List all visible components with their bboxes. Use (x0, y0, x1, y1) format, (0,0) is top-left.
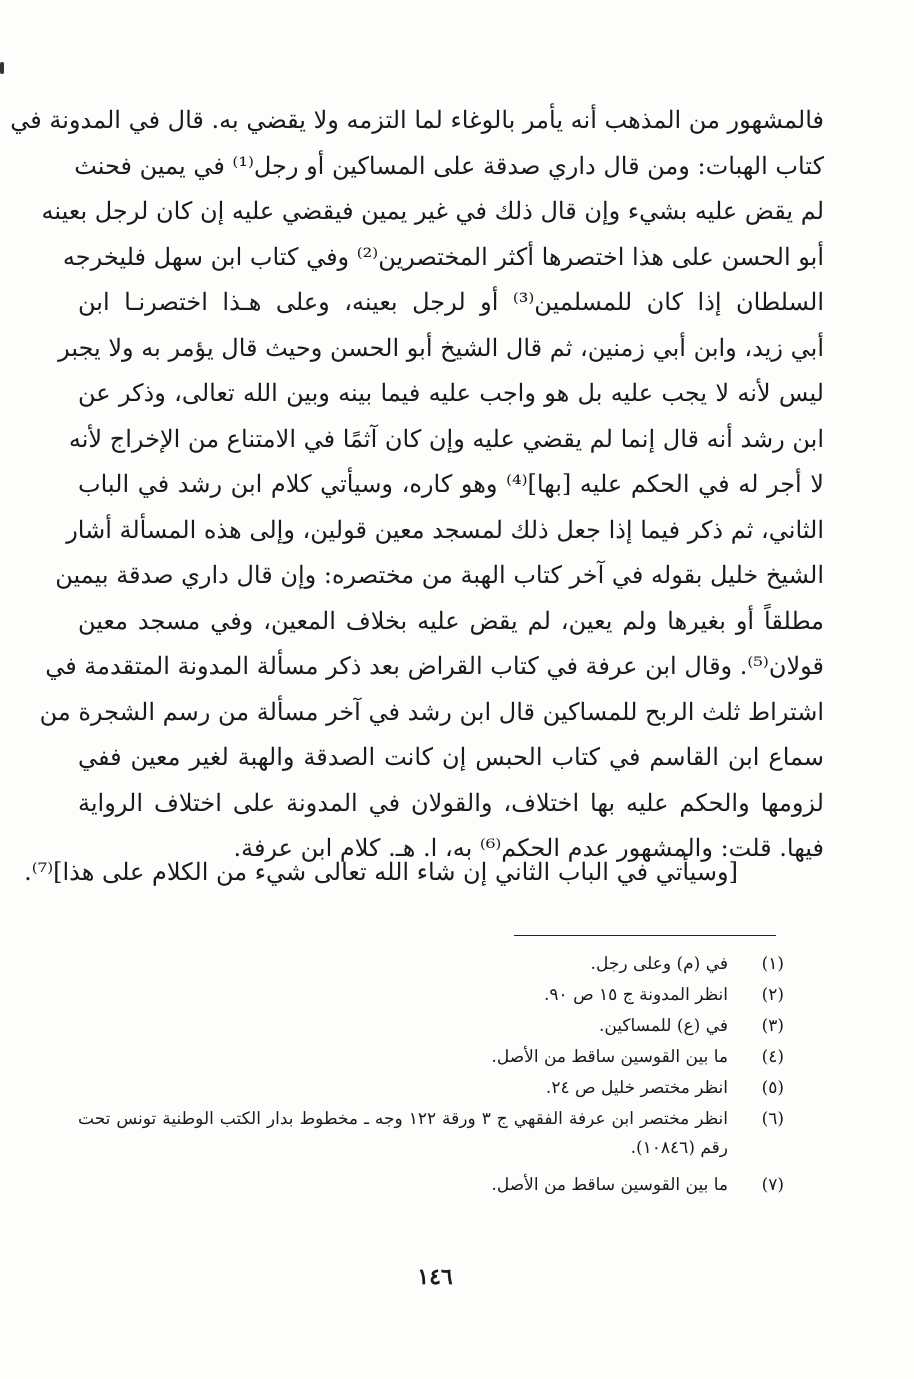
footnote-divider (514, 935, 776, 936)
text-line: سماع ابن القاسم في كتاب الحبس إن كانت الصدقة والهبة لغير معين ففي (78, 743, 824, 771)
footnote-item (78, 1043, 784, 1072)
footnote-text: في (م) وعلى رجل. (590, 954, 728, 974)
footnote-item (78, 1074, 784, 1103)
text-line: لم يقض عليه بشيء وإن قال ذلك في غير يمين فيقضي عليه إن كان لرجل بعينه (41, 197, 824, 225)
text-line: الشيخ خليل بقوله في آخر كتاب الهبة من مختصره: وإن قال داري صدقة بيمين (55, 561, 824, 589)
footnote-item (78, 1012, 784, 1041)
text-line: ابن رشد أنه قال إنما لم يقضي عليه وإن كان آثمًا في الامتناع من الإخراج لأنه (68, 424, 824, 453)
text-line: لزومها والحكم عليه بها اختلاف، والقولان في المدونة على اختلاف الرواية (78, 788, 824, 817)
text-line: ليس لأنه لا يجب عليه بل هو واجب عليه فيما بينه وبين الله تعالى، وذكر عن (78, 379, 824, 407)
footnote-item (78, 950, 784, 979)
margin-mark (0, 62, 4, 74)
footnote-item (78, 1171, 784, 1200)
footnote-number: (١) (761, 954, 784, 974)
footnote-item (78, 981, 784, 1010)
footnote-text: في (ع) للمساكين. (598, 1016, 728, 1036)
footnote-item (78, 1105, 784, 1163)
footnote-number: (٤) (761, 1047, 784, 1067)
text-line: اشتراط ثلث الربح للمساكين قال ابن رشد في آخر مسألة من رسم الشجرة من (39, 697, 824, 726)
text-line: لا أجر له في الحكم عليه [بها]⁽⁴⁾ وهو كاره، وسيأتي كلام ابن رشد في الباب (78, 470, 824, 498)
text-line: كتاب الهبات: ومن قال داري صدقة على المساكين أو رجل⁽¹⁾ في يمين فحنث (74, 151, 824, 180)
text-line: الثاني، ثم ذكر فيما إذا جعل ذلك لمسجد معين قولين، وإلى هذه المسألة أشار (66, 515, 824, 544)
text-line: مطلقاً أو بغيرها ولم يعين، لم يقض عليه بخلاف المعين، وفي مسجد معين (78, 606, 824, 635)
footnote-text: انظر مختصر خليل ص ٢٤. (545, 1078, 728, 1098)
footnote-text: انظر مختصر ابن عرفة الفقهي ج ٣ ورقة ١٢٢ وجه ـ مخطوط بدار الكتب الوطنية تونس تحت رقم (١٠٨٤٦). (78, 1109, 728, 1158)
footnotes-block (78, 950, 784, 1202)
text-line: قولان⁽⁵⁾. وقال ابن عرفة في كتاب القراض بعد ذكر مسألة المدونة المتقدمة في (45, 652, 824, 680)
footnote-text: ما بين القوسين ساقط من الأصل. (491, 1047, 728, 1067)
footnote-number: (٣) (761, 1016, 784, 1036)
footnote-number: (٢) (761, 985, 784, 1005)
footnote-number: (٧) (761, 1175, 784, 1195)
footnote-text: ما بين القوسين ساقط من الأصل. (491, 1175, 728, 1195)
text-line: أبي زيد، وابن أبي زمنين، ثم قال الشيخ أبو الحسن وحيث قال يؤمر به ولا يجبر (58, 333, 824, 362)
footnote-text: انظر المدونة ج ١٥ ص ٩٠. (544, 985, 728, 1005)
text-line: أبو الحسن على هذا اختصرها أكثر المختصرين⁽²⁾ وفي كتاب ابن سهل فليخرجه (62, 242, 824, 271)
footnote-number: (٦) (761, 1109, 784, 1129)
text-line: السلطان إذا كان للمسلمين⁽³⁾ أو لرجل بعينه، وعلى هـذا اختصرنـا ابن (78, 288, 824, 316)
text-line: فالمشهور من المذهب أنه يأمر بالوغاء لما التزمه ولا يقضي به. قال في المدونة في (10, 106, 824, 134)
footnote-number: (٥) (761, 1078, 784, 1098)
text-line: فيها. قلت: والمشهور عدم الحكم⁽⁶⁾ به، ا. هـ. كلام ابن عرفة. (233, 834, 824, 862)
page-number: ١٤٦ (417, 1264, 453, 1290)
closing-bracketed-line: [وسيأتي في الباب الثاني إن شاء الله تعالى شيء من الكلام على هذا]⁽⁷⁾. (24, 858, 738, 886)
